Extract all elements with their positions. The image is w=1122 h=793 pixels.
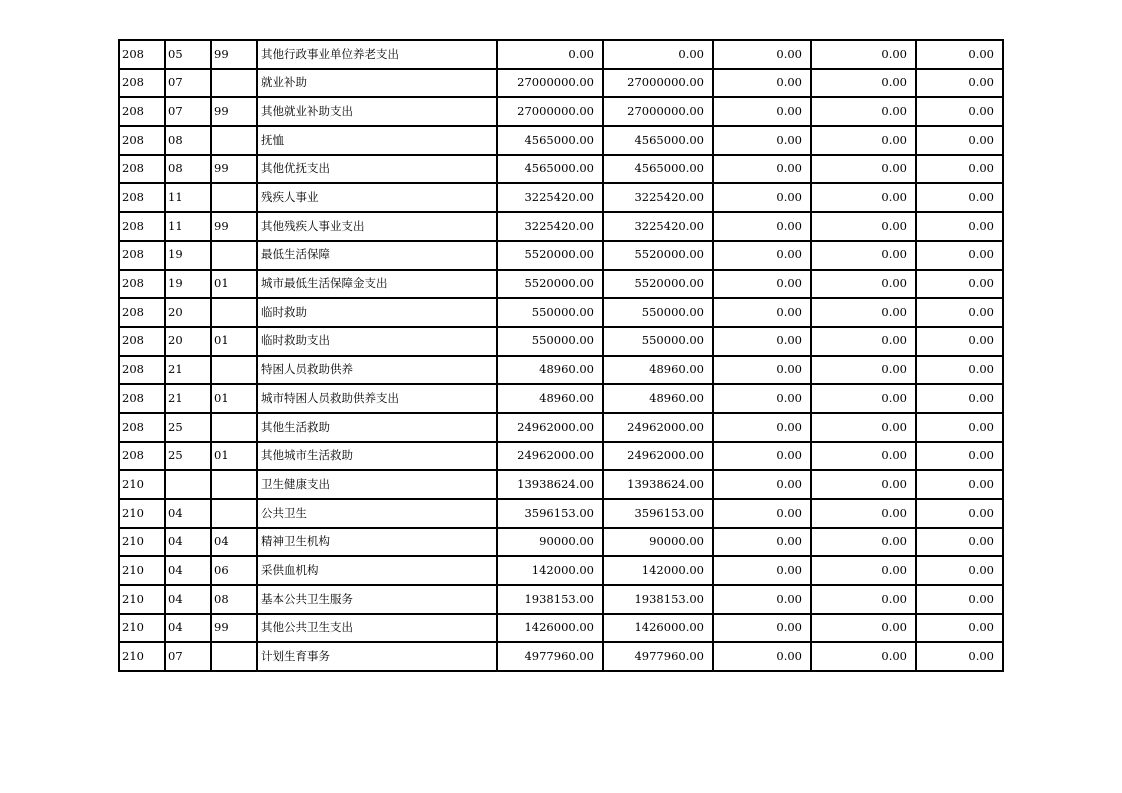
amount-col-4-cell: 0.00 <box>811 384 916 413</box>
amount-col-3-cell: 0.00 <box>713 126 811 155</box>
table-row <box>119 155 1003 184</box>
section-code-cell: 04 <box>165 585 211 614</box>
table-row <box>119 241 1003 270</box>
amount-col-5-cell: 0.00 <box>916 614 1003 643</box>
total-amount-cell: 24962000.00 <box>497 442 603 471</box>
item-code-cell <box>211 126 257 155</box>
amount-col-2-cell: 27000000.00 <box>603 69 713 98</box>
class-code-cell: 208 <box>119 241 165 270</box>
section-code-cell: 04 <box>165 528 211 557</box>
total-amount-cell: 4565000.00 <box>497 126 603 155</box>
section-code-cell: 19 <box>165 241 211 270</box>
item-code-cell <box>211 356 257 385</box>
amount-col-3-cell: 0.00 <box>713 356 811 385</box>
total-amount-cell: 27000000.00 <box>497 97 603 126</box>
amount-col-5-cell: 0.00 <box>916 183 1003 212</box>
total-amount-cell: 550000.00 <box>497 298 603 327</box>
class-code-cell: 208 <box>119 155 165 184</box>
section-code-cell: 07 <box>165 642 211 671</box>
total-amount-cell: 48960.00 <box>497 356 603 385</box>
subject-name-cell: 采供血机构 <box>257 556 497 585</box>
amount-col-3-cell: 0.00 <box>713 556 811 585</box>
amount-col-2-cell: 27000000.00 <box>603 97 713 126</box>
amount-col-3-cell: 0.00 <box>713 499 811 528</box>
item-code-cell: 08 <box>211 585 257 614</box>
amount-col-3-cell: 0.00 <box>713 155 811 184</box>
item-code-cell <box>211 413 257 442</box>
subject-name-cell: 临时救助 <box>257 298 497 327</box>
subject-name-cell: 其他城市生活救助 <box>257 442 497 471</box>
amount-col-5-cell: 0.00 <box>916 97 1003 126</box>
item-code-cell <box>211 69 257 98</box>
table-row <box>119 384 1003 413</box>
amount-col-2-cell: 3596153.00 <box>603 499 713 528</box>
class-code-cell: 208 <box>119 40 165 69</box>
amount-col-5-cell: 0.00 <box>916 298 1003 327</box>
amount-col-2-cell: 0.00 <box>603 40 713 69</box>
amount-col-4-cell: 0.00 <box>811 298 916 327</box>
section-code-cell: 04 <box>165 499 211 528</box>
budget-table <box>118 39 1004 672</box>
amount-col-4-cell: 0.00 <box>811 327 916 356</box>
class-code-cell: 210 <box>119 499 165 528</box>
amount-col-2-cell: 4977960.00 <box>603 642 713 671</box>
total-amount-cell: 4565000.00 <box>497 155 603 184</box>
amount-col-5-cell: 0.00 <box>916 270 1003 299</box>
table-row <box>119 97 1003 126</box>
section-code-cell: 20 <box>165 298 211 327</box>
subject-name-cell: 临时救助支出 <box>257 327 497 356</box>
class-code-cell: 208 <box>119 442 165 471</box>
amount-col-4-cell: 0.00 <box>811 528 916 557</box>
item-code-cell: 99 <box>211 614 257 643</box>
amount-col-3-cell: 0.00 <box>713 69 811 98</box>
amount-col-5-cell: 0.00 <box>916 356 1003 385</box>
amount-col-3-cell: 0.00 <box>713 384 811 413</box>
subject-name-cell: 计划生育事务 <box>257 642 497 671</box>
amount-col-4-cell: 0.00 <box>811 470 916 499</box>
table-row <box>119 528 1003 557</box>
section-code-cell: 04 <box>165 614 211 643</box>
class-code-cell: 210 <box>119 614 165 643</box>
amount-col-2-cell: 5520000.00 <box>603 270 713 299</box>
amount-col-4-cell: 0.00 <box>811 556 916 585</box>
table-row <box>119 556 1003 585</box>
amount-col-5-cell: 0.00 <box>916 442 1003 471</box>
item-code-cell <box>211 183 257 212</box>
class-code-cell: 208 <box>119 413 165 442</box>
table-row <box>119 69 1003 98</box>
total-amount-cell: 90000.00 <box>497 528 603 557</box>
section-code-cell: 08 <box>165 126 211 155</box>
amount-col-4-cell: 0.00 <box>811 413 916 442</box>
table-row <box>119 499 1003 528</box>
amount-col-5-cell: 0.00 <box>916 384 1003 413</box>
amount-col-4-cell: 0.00 <box>811 40 916 69</box>
amount-col-4-cell: 0.00 <box>811 270 916 299</box>
amount-col-2-cell: 24962000.00 <box>603 442 713 471</box>
total-amount-cell: 5520000.00 <box>497 241 603 270</box>
amount-col-2-cell: 1938153.00 <box>603 585 713 614</box>
amount-col-4-cell: 0.00 <box>811 155 916 184</box>
total-amount-cell: 3225420.00 <box>497 212 603 241</box>
class-code-cell: 210 <box>119 528 165 557</box>
total-amount-cell: 48960.00 <box>497 384 603 413</box>
item-code-cell: 99 <box>211 40 257 69</box>
class-code-cell: 208 <box>119 270 165 299</box>
amount-col-2-cell: 13938624.00 <box>603 470 713 499</box>
table-row <box>119 642 1003 671</box>
amount-col-2-cell: 3225420.00 <box>603 183 713 212</box>
subject-name-cell: 卫生健康支出 <box>257 470 497 499</box>
subject-name-cell: 公共卫生 <box>257 499 497 528</box>
amount-col-3-cell: 0.00 <box>713 270 811 299</box>
amount-col-4-cell: 0.00 <box>811 614 916 643</box>
class-code-cell: 210 <box>119 470 165 499</box>
amount-col-4-cell: 0.00 <box>811 69 916 98</box>
amount-col-4-cell: 0.00 <box>811 442 916 471</box>
amount-col-2-cell: 1426000.00 <box>603 614 713 643</box>
class-code-cell: 208 <box>119 356 165 385</box>
section-code-cell: 25 <box>165 442 211 471</box>
class-code-cell: 208 <box>119 298 165 327</box>
table-row <box>119 270 1003 299</box>
item-code-cell: 99 <box>211 97 257 126</box>
amount-col-5-cell: 0.00 <box>916 642 1003 671</box>
amount-col-5-cell: 0.00 <box>916 556 1003 585</box>
amount-col-2-cell: 3225420.00 <box>603 212 713 241</box>
table-row <box>119 183 1003 212</box>
amount-col-5-cell: 0.00 <box>916 528 1003 557</box>
table-row <box>119 470 1003 499</box>
section-code-cell: 05 <box>165 40 211 69</box>
amount-col-3-cell: 0.00 <box>713 183 811 212</box>
subject-name-cell: 城市特困人员救助供养支出 <box>257 384 497 413</box>
class-code-cell: 208 <box>119 212 165 241</box>
total-amount-cell: 4977960.00 <box>497 642 603 671</box>
total-amount-cell: 550000.00 <box>497 327 603 356</box>
class-code-cell: 208 <box>119 69 165 98</box>
amount-col-3-cell: 0.00 <box>713 212 811 241</box>
amount-col-5-cell: 0.00 <box>916 155 1003 184</box>
item-code-cell: 01 <box>211 270 257 299</box>
section-code-cell: 19 <box>165 270 211 299</box>
amount-col-4-cell: 0.00 <box>811 585 916 614</box>
amount-col-3-cell: 0.00 <box>713 327 811 356</box>
amount-col-2-cell: 48960.00 <box>603 356 713 385</box>
table-row <box>119 126 1003 155</box>
subject-name-cell: 城市最低生活保障金支出 <box>257 270 497 299</box>
table-body <box>119 40 1003 671</box>
amount-col-4-cell: 0.00 <box>811 642 916 671</box>
section-code-cell: 07 <box>165 69 211 98</box>
subject-name-cell: 其他公共卫生支出 <box>257 614 497 643</box>
subject-name-cell: 特困人员救助供养 <box>257 356 497 385</box>
amount-col-2-cell: 48960.00 <box>603 384 713 413</box>
item-code-cell <box>211 298 257 327</box>
amount-col-2-cell: 142000.00 <box>603 556 713 585</box>
total-amount-cell: 5520000.00 <box>497 270 603 299</box>
total-amount-cell: 1426000.00 <box>497 614 603 643</box>
item-code-cell: 01 <box>211 442 257 471</box>
item-code-cell: 99 <box>211 212 257 241</box>
total-amount-cell: 27000000.00 <box>497 69 603 98</box>
amount-col-3-cell: 0.00 <box>713 614 811 643</box>
table-row <box>119 614 1003 643</box>
amount-col-3-cell: 0.00 <box>713 40 811 69</box>
amount-col-4-cell: 0.00 <box>811 241 916 270</box>
amount-col-3-cell: 0.00 <box>713 97 811 126</box>
subject-name-cell: 其他生活救助 <box>257 413 497 442</box>
amount-col-2-cell: 5520000.00 <box>603 241 713 270</box>
item-code-cell: 04 <box>211 528 257 557</box>
item-code-cell <box>211 470 257 499</box>
amount-col-2-cell: 90000.00 <box>603 528 713 557</box>
item-code-cell: 01 <box>211 327 257 356</box>
subject-name-cell: 最低生活保障 <box>257 241 497 270</box>
subject-name-cell: 其他就业补助支出 <box>257 97 497 126</box>
section-code-cell: 07 <box>165 97 211 126</box>
amount-col-5-cell: 0.00 <box>916 327 1003 356</box>
item-code-cell <box>211 241 257 270</box>
item-code-cell: 06 <box>211 556 257 585</box>
total-amount-cell: 142000.00 <box>497 556 603 585</box>
section-code-cell: 11 <box>165 212 211 241</box>
class-code-cell: 210 <box>119 585 165 614</box>
amount-col-5-cell: 0.00 <box>916 69 1003 98</box>
table-row <box>119 356 1003 385</box>
item-code-cell <box>211 499 257 528</box>
amount-col-3-cell: 0.00 <box>713 442 811 471</box>
amount-col-5-cell: 0.00 <box>916 499 1003 528</box>
total-amount-cell: 0.00 <box>497 40 603 69</box>
amount-col-3-cell: 0.00 <box>713 528 811 557</box>
total-amount-cell: 24962000.00 <box>497 413 603 442</box>
amount-col-4-cell: 0.00 <box>811 499 916 528</box>
class-code-cell: 210 <box>119 642 165 671</box>
class-code-cell: 208 <box>119 384 165 413</box>
item-code-cell: 01 <box>211 384 257 413</box>
section-code-cell: 21 <box>165 356 211 385</box>
section-code-cell: 21 <box>165 384 211 413</box>
amount-col-5-cell: 0.00 <box>916 413 1003 442</box>
total-amount-cell: 1938153.00 <box>497 585 603 614</box>
table-row <box>119 298 1003 327</box>
subject-name-cell: 残疾人事业 <box>257 183 497 212</box>
section-code-cell: 25 <box>165 413 211 442</box>
amount-col-5-cell: 0.00 <box>916 40 1003 69</box>
class-code-cell: 208 <box>119 183 165 212</box>
amount-col-2-cell: 550000.00 <box>603 298 713 327</box>
subject-name-cell: 抚恤 <box>257 126 497 155</box>
amount-col-5-cell: 0.00 <box>916 585 1003 614</box>
amount-col-2-cell: 550000.00 <box>603 327 713 356</box>
table-row <box>119 442 1003 471</box>
total-amount-cell: 13938624.00 <box>497 470 603 499</box>
subject-name-cell: 其他行政事业单位养老支出 <box>257 40 497 69</box>
item-code-cell: 99 <box>211 155 257 184</box>
amount-col-5-cell: 0.00 <box>916 212 1003 241</box>
amount-col-2-cell: 4565000.00 <box>603 126 713 155</box>
section-code-cell: 20 <box>165 327 211 356</box>
table-row <box>119 40 1003 69</box>
item-code-cell <box>211 642 257 671</box>
amount-col-4-cell: 0.00 <box>811 97 916 126</box>
amount-col-5-cell: 0.00 <box>916 470 1003 499</box>
subject-name-cell: 就业补助 <box>257 69 497 98</box>
amount-col-4-cell: 0.00 <box>811 356 916 385</box>
subject-name-cell: 其他优抚支出 <box>257 155 497 184</box>
section-code-cell: 04 <box>165 556 211 585</box>
amount-col-5-cell: 0.00 <box>916 126 1003 155</box>
section-code-cell: 08 <box>165 155 211 184</box>
class-code-cell: 208 <box>119 327 165 356</box>
amount-col-4-cell: 0.00 <box>811 126 916 155</box>
amount-col-4-cell: 0.00 <box>811 183 916 212</box>
subject-name-cell: 其他残疾人事业支出 <box>257 212 497 241</box>
class-code-cell: 208 <box>119 97 165 126</box>
table-row <box>119 413 1003 442</box>
amount-col-3-cell: 0.00 <box>713 241 811 270</box>
section-code-cell: 11 <box>165 183 211 212</box>
subject-name-cell: 基本公共卫生服务 <box>257 585 497 614</box>
amount-col-4-cell: 0.00 <box>811 212 916 241</box>
table-row <box>119 327 1003 356</box>
subject-name-cell: 精神卫生机构 <box>257 528 497 557</box>
class-code-cell: 210 <box>119 556 165 585</box>
amount-col-3-cell: 0.00 <box>713 585 811 614</box>
amount-col-2-cell: 4565000.00 <box>603 155 713 184</box>
amount-col-3-cell: 0.00 <box>713 298 811 327</box>
class-code-cell: 208 <box>119 126 165 155</box>
table-row <box>119 585 1003 614</box>
amount-col-5-cell: 0.00 <box>916 241 1003 270</box>
amount-col-2-cell: 24962000.00 <box>603 413 713 442</box>
section-code-cell <box>165 470 211 499</box>
amount-col-3-cell: 0.00 <box>713 470 811 499</box>
amount-col-3-cell: 0.00 <box>713 642 811 671</box>
total-amount-cell: 3225420.00 <box>497 183 603 212</box>
total-amount-cell: 3596153.00 <box>497 499 603 528</box>
table-row <box>119 212 1003 241</box>
amount-col-3-cell: 0.00 <box>713 413 811 442</box>
